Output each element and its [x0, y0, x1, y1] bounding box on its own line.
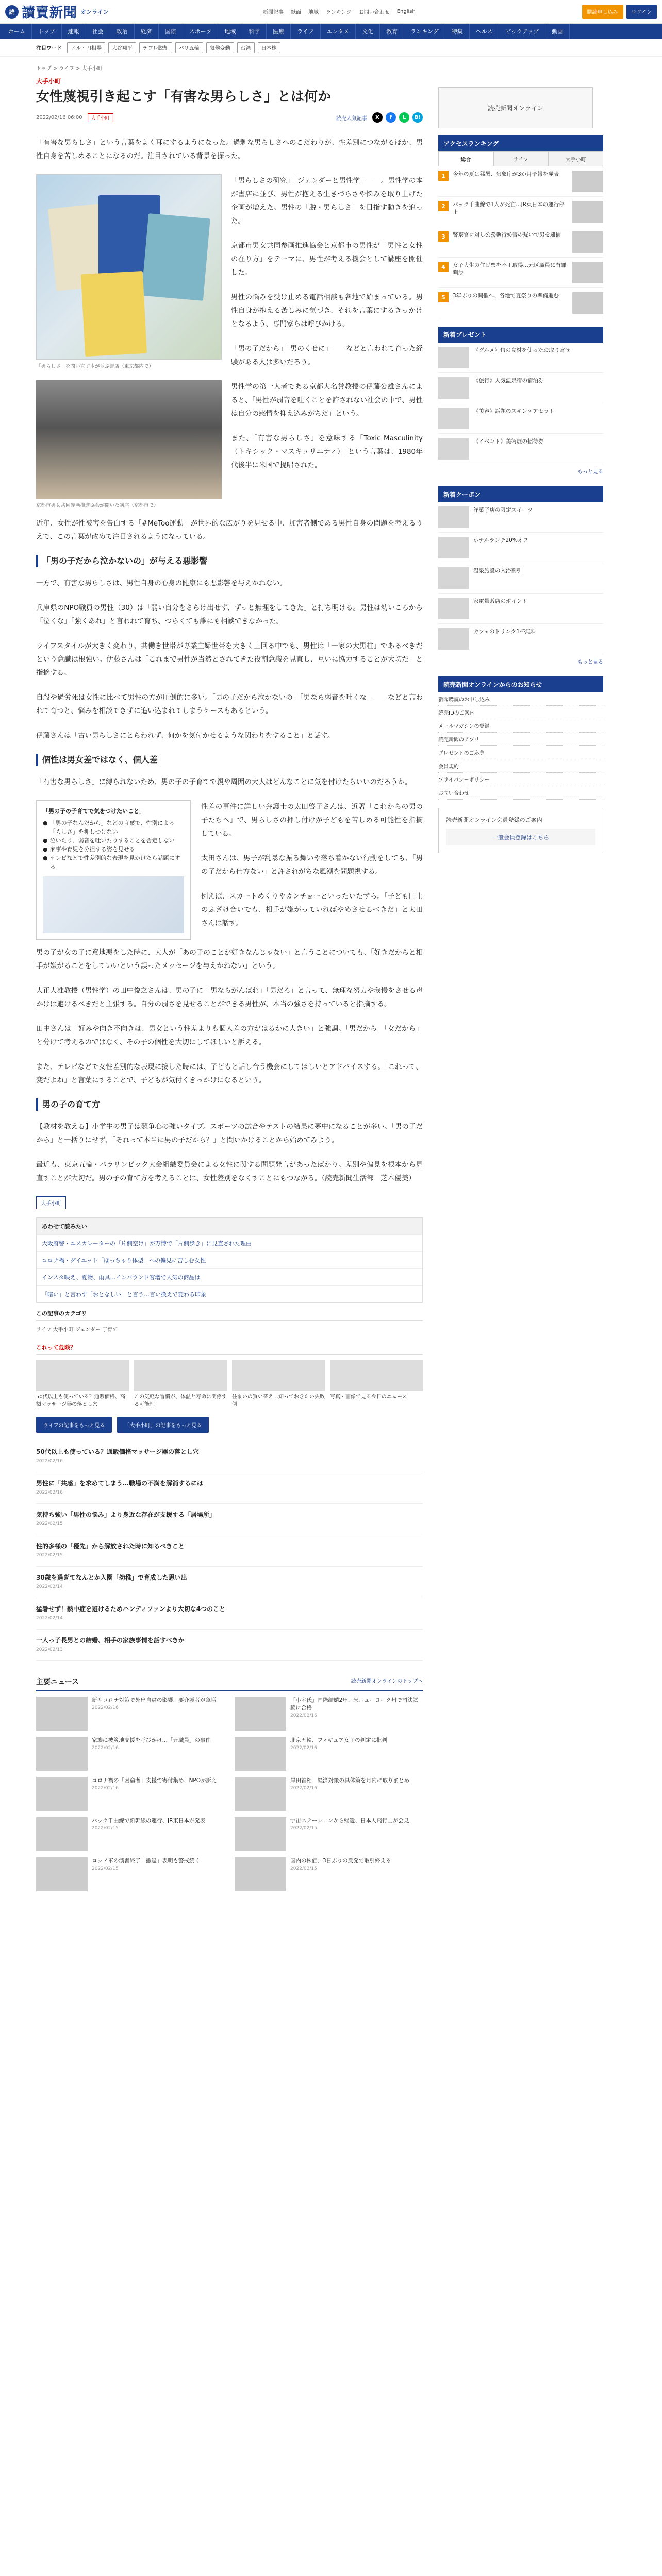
paragraph: 最近も、東京五輪・パラリンピック大会組織委員会による女性に関する問題発言があったばかり。差別や偏見を根本から見直すことが大切だ。男の子の育て方を考えることは、女性差別をなくすことにもつながる。（読売新聞生活部 芝本優美）	[36, 1161, 423, 1182]
news-title: ロシア軍の演習終了「撤退」表明も警戒続く	[92, 1858, 200, 1864]
paragraph: 伊藤さんは「古い男らしさにとらわれず、何かを気付かせるような関わりをすること」と話す。	[36, 732, 335, 740]
paragraph: 「男の子だから」「男のくせに」――などと言われて育った経験がある人は多いだろう。	[231, 345, 423, 366]
coupon-title: 温泉施設の入浴割引	[473, 568, 522, 574]
trending-tag[interactable]: 気候変動	[206, 42, 234, 53]
site-header	[0, 0, 662, 24]
info-heading: 読売新聞オンラインからのお知らせ	[438, 676, 603, 692]
present-thumbnail	[438, 377, 469, 399]
article-title: 女性蔑視引き起こす「有害な男らしさ」とは何か	[36, 89, 332, 105]
coupon-thumbnail	[438, 598, 469, 619]
ranking-item[interactable]	[438, 166, 603, 197]
trending-tag[interactable]: パリ五輪	[175, 42, 203, 53]
news-date: 2022/02/16	[36, 1459, 63, 1464]
nav-item[interactable]: 文化	[356, 24, 380, 39]
trending-tag[interactable]: 日本株	[258, 42, 280, 53]
tips-item: テレビなどで性差別的な表現を見かけたら話題にする	[49, 855, 180, 870]
coupon-title: ホテルランチ20%オフ	[473, 537, 528, 544]
rank-number: 2	[438, 201, 449, 211]
category-heading: この記事のカテゴリ	[36, 1309, 423, 1321]
tips-box: 「男の子の子育てで気をつけたいこと」 ● 「男の子なんだから」などの言葉で、性別による「らしさ」を押しつけない ● 泣いたり、弱音を吐いたりすることを否定しない ● 家事や育児を分担する姿を見せる ● テレビなどで性差別的な表現を見かけたら話題にする	[36, 800, 191, 940]
main-news-item[interactable]	[235, 1737, 423, 1771]
paragraph: また、テレビなどで女性差別的な表現に接した時には、子どもと話し合う機会にしてほしいとアドバイスする。「これって、変だよね」と言葉にすることで、子どもが気付くきっかけになるという。	[36, 1063, 423, 1084]
paragraph: 【教材を教える】小学生の男子は競争心の強いタイプ。スポーツの試合やテストの結果に夢中になることが多い。「男の子だから」と一括りにせず、「それって本当に男の子だから？」と問いかけることから始めてみよう。	[36, 1123, 423, 1144]
coupon-item[interactable]	[438, 533, 603, 563]
paragraph: また、「有害な男らしさ」を意味する「Toxic Masculinity（トキシック・マスキュリニティ）」という言葉は、1980年代後半に米国で提唱された。	[231, 434, 423, 469]
more-komachi-button[interactable]: 「大手小町」の記事をもっと見る	[117, 1417, 209, 1433]
coupon-title: 洋菓子店の限定スイーツ	[473, 507, 533, 513]
news-title: 岸田首相、経済対策の具体策を月内に取りまとめ	[290, 1777, 409, 1784]
paragraph: ライフスタイルが大きく変わり、共働き世帯が専業主婦世帯を大きく上回る中でも、男性は「一家の大黒柱」であるべきだという意識は根強い。伊藤さんは「これまで男性が当然とされてきた役割意識を見直し、互いに協力することが大切だ」と指摘する。	[36, 642, 423, 677]
coupon-thumbnail	[438, 537, 469, 558]
coupon-heading: 新着クーポン	[438, 486, 603, 502]
nav-item[interactable]: ヘルス	[470, 24, 500, 39]
coupon-item[interactable]	[438, 594, 603, 624]
logo-text: 讀賣新聞	[22, 5, 78, 21]
news-title: 男性に「共感」を求めてしまう…職場の不満を解消するには	[36, 1480, 204, 1487]
present-item[interactable]	[438, 403, 603, 434]
tips-illustration	[43, 876, 184, 933]
news-date: 2022/02/13	[36, 1647, 63, 1652]
article-meta	[36, 112, 423, 123]
breadcrumb[interactable]: トップ > ライフ > 大手小町	[36, 66, 103, 72]
paragraph: 男性の悩みを受け止める電話相談も各地で始まっている。男性自身が抱える苦しみに気づき、それを言葉にするきっかけとなるよう、専門家らは呼びかける。	[231, 293, 423, 328]
sidebar-ad[interactable]: 読売新聞オンライン	[438, 87, 593, 128]
paragraph: 田中さんは「好みや向き不向きは、男女という性差よりも個人差の方がはるかに大きい」と強調。「男だから」「女だから」と分けて考えるのではなく、その子の個性を大切にしてほしいと訴える。	[36, 1025, 423, 1046]
main-news-item[interactable]	[235, 1777, 423, 1811]
paragraph: 例えば、スカートめくりやカンチョーといったいたずら。「子ども同士のふざけ合いでも、相手が嫌がっていればやめさせるべきだ」と太田さんは話す。	[201, 892, 423, 927]
recommend-heading: これって危険？	[36, 1343, 423, 1355]
rank-number: 5	[438, 292, 449, 302]
paragraph: 大正大准教授（男性学）の田中俊之さんは、男の子に「男ならがんばれ」「男だろ」と言って、無理な努力や我慢をさせる声かけは避けるべきだと主張する。自分の弱さを見せることができる男性が、本当の強さを持っていると指摘する。	[36, 987, 423, 1008]
news-list	[36, 1441, 423, 1661]
news-date: 2022/02/15	[92, 1866, 119, 1871]
trending-tag[interactable]: 台湾	[237, 42, 255, 53]
news-date: 2022/02/14	[36, 1584, 63, 1589]
figure-lecture	[36, 380, 222, 510]
related-heading: あわせて読みたい	[37, 1218, 422, 1234]
main-news-heading: 主要ニュース	[36, 1678, 79, 1686]
paragraph: 「有害な男らしさ」に縛られないため、男の子の子育てで親や周囲の大人はどんなことに気を付けたらいいのだろうか。	[36, 778, 412, 786]
main-news	[36, 1676, 423, 1891]
section-heading: 「男の子だから泣かないの」が与える悪影響	[36, 555, 423, 567]
ranking-item[interactable]	[438, 288, 603, 318]
news-thumbnail	[235, 1857, 286, 1891]
paragraph: 兵庫県のNPO職員の男性（30）は「弱い自分をさらけ出せず、ずっと無理をしてきた」と打ち明ける。男性は幼いころから「泣くな」「強くあれ」と言われて育ち、つらくても誰にも相談できなかった。	[36, 604, 423, 625]
ranking-tab[interactable]: 総合	[438, 151, 493, 166]
section-heading: 個性は男女差ではなく、個人差	[36, 754, 423, 766]
tips-item: 家事や育児を分担する姿を見せる	[49, 846, 135, 853]
news-thumbnail	[235, 1737, 286, 1771]
info-link[interactable]: お問い合わせ	[438, 786, 603, 800]
nav-item[interactable]: ピックアップ	[499, 24, 545, 39]
present-section	[438, 327, 603, 478]
news-title: コロナ禍の「困窮者」支援で寄付集め、NPOが訴え	[92, 1777, 217, 1784]
ranking-section	[438, 135, 603, 318]
section-heading: 男の子の育て方	[36, 1098, 423, 1111]
info-section	[438, 676, 603, 800]
news-thumbnail	[36, 1737, 88, 1771]
news-title: 猛暑せず！熱中症を避けるためハンディファンより大切な4つのこと	[36, 1605, 226, 1613]
news-list-item[interactable]	[36, 1567, 423, 1598]
follow-link[interactable]: 読売人気記事	[336, 115, 367, 122]
main-news-more-link[interactable]: 読売新聞オンラインのトップへ	[351, 1679, 423, 1684]
subscribe-button[interactable]: 購読申し込み	[582, 5, 623, 19]
sidebar	[438, 74, 603, 1891]
info-link[interactable]: 会員規約	[438, 759, 603, 773]
top-links	[263, 8, 416, 15]
header-buttons	[582, 5, 657, 19]
recommend-item[interactable]: 写真・画像で見る今日のニュース	[330, 1360, 423, 1409]
news-thumbnail	[36, 1697, 88, 1731]
present-item[interactable]	[438, 434, 603, 464]
nav-item[interactable]: 社会	[86, 24, 110, 39]
article-main	[36, 74, 423, 1891]
top-link[interactable]: English	[396, 9, 416, 14]
news-thumbnail	[235, 1777, 286, 1811]
news-date: 2022/02/15	[36, 1553, 63, 1558]
rank-thumbnail	[572, 262, 603, 283]
related-link[interactable]: コロナ禍・ダイエット「ぽっちゃり体型」への偏見に苦しむ女性	[37, 1251, 422, 1268]
present-title: 《グルメ》旬の食材を使ったお取り寄せ	[473, 347, 571, 353]
coupon-more-link[interactable]: もっと見る	[577, 659, 603, 665]
more-life-button[interactable]: ライフの記事をもっと見る	[36, 1417, 112, 1433]
news-title: 国内の株価、3日ぶりの反発で取引終える	[290, 1858, 391, 1864]
logo-mark: 読	[5, 5, 19, 19]
main-news-item[interactable]	[235, 1817, 423, 1851]
article-tags	[36, 1196, 423, 1209]
tips-item: 「男の子なんだから」などの言葉で、性別による「らしさ」を押しつけない	[49, 820, 175, 835]
news-date: 2022/02/16	[290, 1713, 317, 1718]
news-date: 2022/02/16	[92, 1786, 119, 1791]
category-tags[interactable]: ライフ 大手小町 ジェンダー 子育て	[36, 1327, 118, 1333]
tips-item: 泣いたり、弱音を吐いたりすることを否定しない	[49, 837, 175, 844]
paragraph: 京都市男女共同参画推進協会と京都市の男性が「男性と女性の在り方」をテーマに、男性が考える機会として講座を開催した。	[231, 242, 423, 277]
news-title: 家族に被災地支援を呼びかけ…「元職員」の事件	[92, 1737, 211, 1743]
rank-title: 女子大生の住民票を不正取得…元区職員に有罪判決	[453, 262, 567, 276]
news-title: 北京五輪、フィギュア女子の判定に批判	[290, 1737, 388, 1743]
trending-tag[interactable]: デフレ脱却	[139, 42, 172, 53]
article-date: 2022/02/16 06:00	[36, 114, 82, 121]
news-thumbnail	[235, 1817, 286, 1851]
content-wrapper	[0, 74, 662, 1891]
news-title: 気持ち強い「男性の悩み」より身近な存在が支援する「居場所」	[36, 1511, 216, 1518]
nav-item[interactable]: ホーム	[5, 24, 32, 39]
news-date: 2022/02/15	[92, 1826, 119, 1831]
present-item[interactable]	[438, 373, 603, 403]
recommend-item[interactable]: 住まいの買い替え…知っておきたい失敗例	[232, 1360, 325, 1409]
news-date: 2022/02/15	[290, 1866, 317, 1871]
ranking-item[interactable]	[438, 197, 603, 227]
ranking-tab[interactable]: ライフ	[493, 151, 549, 166]
figure-caption: 「男らしさ」を問い直す本が並ぶ書店（東京都内で）	[36, 364, 154, 369]
coupon-thumbnail	[438, 628, 469, 650]
present-thumbnail	[438, 408, 469, 429]
nav-item[interactable]: 教育	[380, 24, 404, 39]
main-news-item[interactable]	[36, 1697, 224, 1731]
nav-item[interactable]: 動画	[545, 24, 570, 39]
member-ad	[438, 808, 603, 853]
nav-item[interactable]: 速報	[62, 24, 86, 39]
rank-number: 1	[438, 171, 449, 181]
news-thumbnail	[235, 1697, 286, 1731]
category-box	[36, 1309, 423, 1337]
trending-tag[interactable]: ドル・円相場	[67, 42, 105, 53]
news-thumbnail	[36, 1817, 88, 1851]
present-item[interactable]	[438, 343, 603, 373]
rank-number: 3	[438, 231, 449, 242]
present-title: 《美容》話題のスキンケアセット	[473, 408, 555, 414]
ranking-item[interactable]	[438, 258, 603, 288]
news-date: 2022/02/16	[92, 1705, 119, 1710]
coupon-title: カフェのドリンク1杯無料	[473, 629, 536, 635]
present-heading: 新着プレゼント	[438, 327, 603, 343]
rank-thumbnail	[572, 201, 603, 223]
more-buttons	[36, 1417, 423, 1433]
news-list-item[interactable]	[36, 1535, 423, 1567]
news-list-item[interactable]	[36, 1598, 423, 1630]
article-category-badge[interactable]: 大手小町	[88, 113, 113, 122]
news-title: 新型コロナ対策で外出自粛の影響、要介護者が急増	[92, 1697, 217, 1703]
coupon-title: 家電量販店のポイント	[473, 598, 527, 604]
lecture-photo	[36, 380, 222, 499]
paragraph: 「有害な男らしさ」という言葉をよく耳にするようになった。過剰な男らしさへのこだわりが、性差別につながるほか、男性自身を苦しめることになるのだ。注目されている背景を探った。	[36, 139, 423, 160]
rank-thumbnail	[572, 231, 603, 253]
top-link[interactable]: 地域	[308, 10, 319, 15]
nav-item[interactable]: スポーツ	[183, 24, 219, 39]
figure-books	[36, 174, 222, 370]
news-list-item[interactable]	[36, 1630, 423, 1661]
top-link[interactable]: 新聞記事	[263, 10, 284, 15]
present-thumbnail	[438, 347, 469, 368]
rank-thumbnail	[572, 292, 603, 314]
rank-number: 4	[438, 262, 449, 272]
trending-tags	[0, 39, 662, 57]
paragraph: 一方で、有害な男らしさは、男性自身の心身の健康にも悪影響を与えかねない。	[36, 579, 287, 587]
top-link[interactable]: ランキング	[326, 10, 352, 15]
coupon-section	[438, 486, 603, 668]
recommend-item[interactable]: この気軽な習慣が、体温と寿命に関係する可能性	[134, 1360, 227, 1409]
news-date: 2022/02/16	[290, 1745, 317, 1751]
related-articles	[36, 1217, 423, 1303]
paragraph: 「男らしさの研究」「ジェンダーと男性学」――。男性学の本が書店に並び、男性が抱える生きづらさや悩みを取り上げた企画が増えた。男性の「脱・男らしさ」を目指す動きを追った。	[231, 177, 423, 225]
main-news-item[interactable]	[36, 1737, 224, 1771]
news-list-item[interactable]	[36, 1504, 423, 1535]
recommend-item[interactable]: 50代以上も使っている？通販価格、高額マッサージ器の落とし穴	[36, 1360, 129, 1409]
coupon-thumbnail	[438, 567, 469, 589]
coupon-item[interactable]	[438, 563, 603, 594]
news-title: 50代以上も使っている？通販価格マッサージ器の落とし穴	[36, 1448, 199, 1455]
share-buttons	[372, 112, 423, 123]
info-link[interactable]: プレゼントのご応募	[438, 746, 603, 759]
nav-item[interactable]: トップ	[32, 24, 62, 39]
news-title: 宇宙ステーションから帰還、日本人飛行士が会見	[290, 1818, 409, 1824]
main-news-item[interactable]	[36, 1777, 224, 1811]
rank-title: 今年の夏は猛暑、気象庁が3か月予報を発表	[453, 171, 559, 177]
hatena-share-icon[interactable]: B!	[412, 112, 423, 123]
present-title: 《旅行》人気温泉宿の宿泊券	[473, 378, 544, 384]
tips-box-heading: 「男の子の子育てで気をつけたいこと」	[43, 808, 145, 815]
news-thumbnail	[36, 1777, 88, 1811]
rank-title: 警察官に対し公務執行妨害の疑いで男を逮捕	[453, 232, 561, 238]
line-share-icon[interactable]: L	[399, 112, 409, 123]
news-title: 性的多様の「優先」から解放された時に知るべきこと	[36, 1543, 185, 1550]
news-title: 30歳を過ぎてなんとか入園「幼稚」で育成した思い出	[36, 1574, 187, 1581]
top-link[interactable]: お問い合わせ	[358, 10, 390, 15]
facebook-share-icon[interactable]: f	[386, 112, 396, 123]
rank-title: 3年ぶりの開催へ、各地で夏祭りの準備進む	[453, 293, 559, 299]
trending-tag[interactable]: 大谷翔平	[108, 42, 136, 53]
article-kicker[interactable]: 大手小町	[36, 78, 61, 85]
news-date: 2022/02/15	[36, 1521, 63, 1527]
logo-sub: オンライン	[80, 8, 109, 15]
ranking-tabs	[438, 151, 603, 166]
related-link[interactable]: 「暗い」と言わず「おとなしい」と言う…言い換えで変わる印象	[37, 1285, 422, 1302]
coupon-thumbnail	[438, 506, 469, 528]
info-link[interactable]: 読売新聞のアプリ	[438, 733, 603, 746]
news-list-item[interactable]	[36, 1472, 423, 1504]
related-link[interactable]: 大阪府警・エスカレーターの「片側空け」が万博で「片側歩き」に見直された理由	[37, 1234, 422, 1251]
nav-item[interactable]: ランキング	[404, 24, 445, 39]
main-news-item[interactable]	[235, 1857, 423, 1891]
ranking-heading: アクセスランキング	[438, 135, 603, 151]
info-link[interactable]: 読売IDのご案内	[438, 706, 603, 719]
main-news-item[interactable]	[36, 1817, 224, 1851]
paragraph: 男の子が女の子に意地悪をした時に、大人が「あの子のことが好きなんじゃない」と言うことについても、「好きだからと相手が嫌がることをしていいという誤ったメッセージを与えかねない」という。	[36, 948, 423, 970]
ranking-item[interactable]	[438, 227, 603, 258]
news-title: 一人っ子長男との結婚、相手の家族事情を話すべきか	[36, 1637, 185, 1644]
news-date: 2022/02/14	[36, 1616, 63, 1621]
nav-item[interactable]: 特集	[445, 24, 470, 39]
figure-caption: 京都市男女共同参画推進協会が開いた講座（京都市で）	[36, 503, 159, 509]
nav-item[interactable]: 科学	[242, 24, 267, 39]
nav-item[interactable]: 政治	[110, 24, 135, 39]
news-title: 「小室氏」国際結婚2年、米ニューヨーク州で司法試験に合格	[290, 1697, 419, 1711]
trending-label: 注目ワード	[36, 46, 62, 52]
ranking-tab[interactable]: 大手小町	[548, 151, 603, 166]
member-register-button[interactable]: 一般会員登録はこちら	[446, 829, 595, 845]
news-thumbnail	[36, 1857, 88, 1891]
top-link[interactable]: 紙面	[291, 10, 301, 15]
rank-thumbnail	[572, 171, 603, 192]
news-date: 2022/02/16	[92, 1745, 119, 1751]
recommend-box	[36, 1343, 423, 1409]
paragraph: 性差の事件に詳しい弁護士の太田啓子さんは、近著「これからの男の子たちへ」で、男らしさの押し付けが子どもを苦しめる可能性を指摘している。	[201, 803, 423, 838]
news-title: バック千曲線で新幹線の運行、JR東日本が発表	[92, 1818, 206, 1824]
present-more-link[interactable]: もっと見る	[577, 469, 603, 475]
rank-title: バック千曲線で1人が死亡…JR東日本の運行停止	[453, 201, 565, 215]
login-button[interactable]: ログイン	[626, 5, 657, 19]
news-date: 2022/02/16	[36, 1490, 63, 1495]
paragraph: 男性学の第一人者である京都大名誉教授の伊藤公雄さんによると、「男性が弱音を吐くことを許されない社会の中で、男性は自分の感情を抑え込みがちだ」という。	[231, 383, 423, 418]
main-news-item[interactable]	[235, 1697, 423, 1731]
nav-item[interactable]: エンタメ	[321, 24, 356, 39]
nav-item[interactable]: 国際	[159, 24, 183, 39]
article-tag[interactable]: 大手小町	[36, 1196, 66, 1209]
coupon-item[interactable]	[438, 624, 603, 654]
news-date: 2022/02/16	[290, 1786, 317, 1791]
paragraph: 自殺や過労死は女性に比べて男性の方が圧倒的に多い。「男の子だから泣かないの」「男なら弱音を吐くな」――などと言われて育つと、悩みを相談できずに追い込まれてしまうケースもあるという。	[36, 693, 423, 715]
nav-item[interactable]: 医療	[267, 24, 291, 39]
info-link[interactable]: メールマガジンの登録	[438, 719, 603, 733]
info-link[interactable]: 新聞購読のお申し込み	[438, 692, 603, 706]
news-date: 2022/02/15	[290, 1826, 317, 1831]
paragraph: 太田さんは、男子が乱暴な振る舞いや落ち着かない行動をしても、「男の子だから仕方ない」と許されがちな風潮を問題視する。	[201, 854, 423, 876]
nav-item[interactable]: 地域	[218, 24, 242, 39]
books-photo	[36, 174, 222, 360]
info-link[interactable]: プライバシーポリシー	[438, 773, 603, 786]
x-share-icon[interactable]: X	[372, 112, 383, 123]
site-logo[interactable]	[5, 2, 201, 21]
member-ad-text: 読売新聞オンライン会員登録のご案内	[446, 817, 542, 823]
present-thumbnail	[438, 438, 469, 460]
main-news-item[interactable]	[36, 1857, 224, 1891]
related-link[interactable]: インスタ映え、夏物、雨具…インバウンド客増で人気の商品は	[37, 1268, 422, 1285]
news-list-item[interactable]	[36, 1441, 423, 1472]
coupon-item[interactable]	[438, 502, 603, 533]
paragraph: 近年、女性が性被害を告白する「#MeToo運動」が世界的な広がりを見せる中、加害者側である男性自身の問題を考えるうえで、この言葉が改めて注目されるようになっている。	[36, 519, 423, 541]
main-nav	[0, 24, 662, 39]
nav-item[interactable]: ライフ	[291, 24, 320, 39]
nav-item[interactable]: 経済	[135, 24, 159, 39]
present-title: 《イベント》美術展の招待券	[473, 438, 544, 445]
